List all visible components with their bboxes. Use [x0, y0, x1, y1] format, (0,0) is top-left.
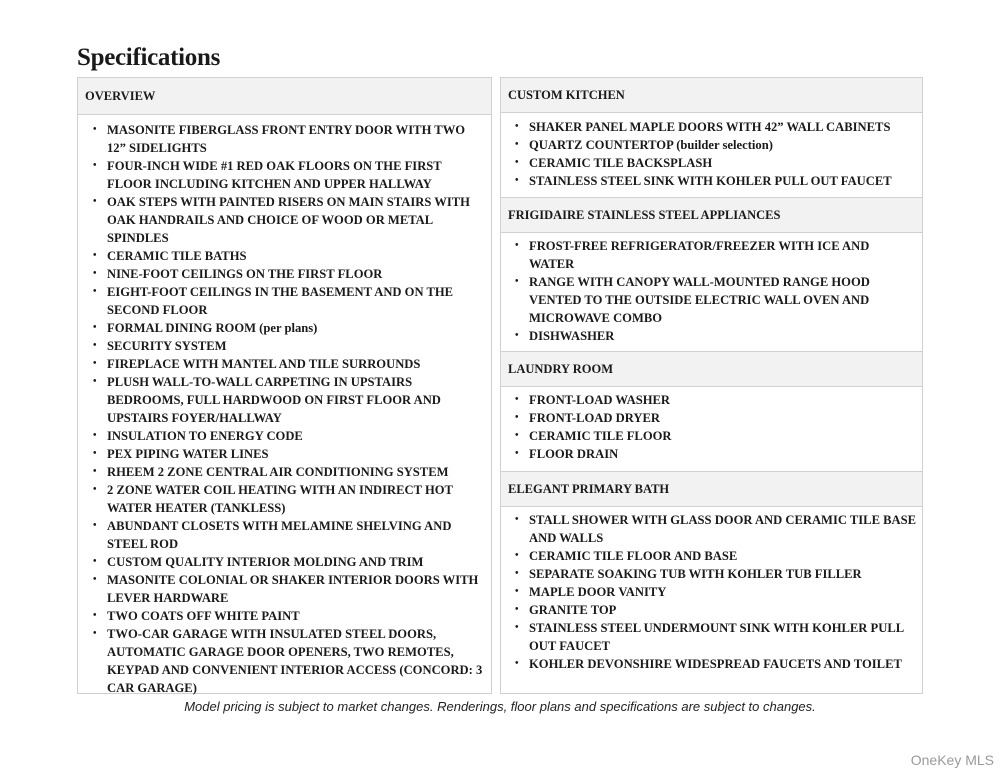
list-item: • FORMAL DINING ROOM (per plans): [78, 319, 491, 337]
mls-watermark: OneKey MLS: [910, 752, 994, 768]
list-item: • TWO-CAR GARAGE WITH INSULATED STEEL DOORS, AUTOMATIC GARAGE DOOR OPENERS, TWO REMOTES, KEYPAD AND CONVENIENT INTERIOR ACCESS (CONCORD: 3 CAR GARAGE): [78, 625, 491, 697]
bath-list: [501, 507, 922, 673]
list-item: • FIREPLACE WITH MANTEL AND TILE SURROUNDS: [78, 355, 491, 373]
list-item: • TWO COATS OFF WHITE PAINT: [78, 607, 491, 625]
list-item: • CERAMIC TILE BATHS: [78, 247, 491, 265]
appliances-list: [501, 233, 922, 351]
right-column: [500, 77, 923, 694]
list-item: • RANGE WITH CANOPY WALL-MOUNTED RANGE HOOD VENTED TO THE OUTSIDE ELECTRIC WALL OVEN AND MICROWAVE COMBO: [501, 273, 922, 327]
list-item: • NINE-FOOT CEILINGS ON THE FIRST FLOOR: [78, 265, 491, 283]
list-item: • INSULATION TO ENERGY CODE: [78, 427, 491, 445]
list-item: • MASONITE COLONIAL OR SHAKER INTERIOR DOORS WITH LEVER HARDWARE: [78, 571, 491, 607]
kitchen-heading: CUSTOM KITCHEN: [501, 78, 922, 113]
list-item: • PEX PIPING WATER LINES: [78, 445, 491, 463]
list-item: • EIGHT-FOOT CEILINGS IN THE BASEMENT AND ON THE SECOND FLOOR: [78, 283, 491, 319]
laundry-heading: LAUNDRY ROOM: [501, 351, 922, 387]
list-item: • FOUR-INCH WIDE #1 RED OAK FLOORS ON THE FIRST FLOOR INCLUDING KITCHEN AND UPPER HALLWAY: [78, 157, 491, 193]
list-item: • QUARTZ COUNTERTOP (builder selection): [501, 136, 922, 154]
kitchen-list: [501, 113, 922, 197]
bath-heading: ELEGANT PRIMARY BATH: [501, 471, 922, 507]
overview-list: [78, 115, 491, 697]
overview-section: [77, 77, 492, 694]
page-title: Specifications: [77, 44, 221, 71]
list-item: • PLUSH WALL-TO-WALL CARPETING IN UPSTAIRS BEDROOMS, FULL HARDWOOD ON FIRST FLOOR AND UPSTAIRS FOYER/HALLWAY: [78, 373, 491, 427]
list-item: • SHAKER PANEL MAPLE DOORS WITH 42” WALL CABINETS: [501, 118, 922, 136]
list-item: • SECURITY SYSTEM: [78, 337, 491, 355]
list-item: • CERAMIC TILE BACKSPLASH: [501, 154, 922, 172]
list-item: • STAINLESS STEEL UNDERMOUNT SINK WITH KOHLER PULL OUT FAUCET: [501, 619, 922, 655]
list-item: • FRONT-LOAD DRYER: [501, 409, 922, 427]
list-item: • FRONT-LOAD WASHER: [501, 391, 922, 409]
list-item: • FLOOR DRAIN: [501, 445, 922, 463]
appliances-heading: FRIGIDAIRE STAINLESS STEEL APPLIANCES: [501, 197, 922, 233]
list-item: • OAK STEPS WITH PAINTED RISERS ON MAIN STAIRS WITH OAK HANDRAILS AND CHOICE OF WOOD OR METAL SPINDLES: [78, 193, 491, 247]
list-item: • CERAMIC TILE FLOOR AND BASE: [501, 547, 922, 565]
list-item: • STAINLESS STEEL SINK WITH KOHLER PULL OUT FAUCET: [501, 172, 922, 190]
list-item: • ABUNDANT CLOSETS WITH MELAMINE SHELVING AND STEEL ROD: [78, 517, 491, 553]
list-item: • KOHLER DEVONSHIRE WIDESPREAD FAUCETS AND TOILET: [501, 655, 922, 673]
list-item: • DISHWASHER: [501, 327, 922, 345]
list-item: • STALL SHOWER WITH GLASS DOOR AND CERAMIC TILE BASE AND WALLS: [501, 511, 922, 547]
list-item: • CUSTOM QUALITY INTERIOR MOLDING AND TRIM: [78, 553, 491, 571]
list-item: • RHEEM 2 ZONE CENTRAL AIR CONDITIONING SYSTEM: [78, 463, 491, 481]
list-item: • MASONITE FIBERGLASS FRONT ENTRY DOOR WITH TWO 12” SIDELIGHTS: [78, 121, 491, 157]
disclaimer-footnote: Model pricing is subject to market changes. Renderings, floor plans and specifications are subject to changes.: [184, 699, 816, 714]
overview-heading: OVERVIEW: [78, 78, 491, 115]
list-item: • FROST-FREE REFRIGERATOR/FREEZER WITH ICE AND WATER: [501, 237, 922, 273]
list-item: • GRANITE TOP: [501, 601, 922, 619]
list-item: • 2 ZONE WATER COIL HEATING WITH AN INDIRECT HOT WATER HEATER (TANKLESS): [78, 481, 491, 517]
laundry-list: [501, 387, 922, 471]
list-item: • CERAMIC TILE FLOOR: [501, 427, 922, 445]
list-item: • SEPARATE SOAKING TUB WITH KOHLER TUB FILLER: [501, 565, 922, 583]
list-item: • MAPLE DOOR VANITY: [501, 583, 922, 601]
